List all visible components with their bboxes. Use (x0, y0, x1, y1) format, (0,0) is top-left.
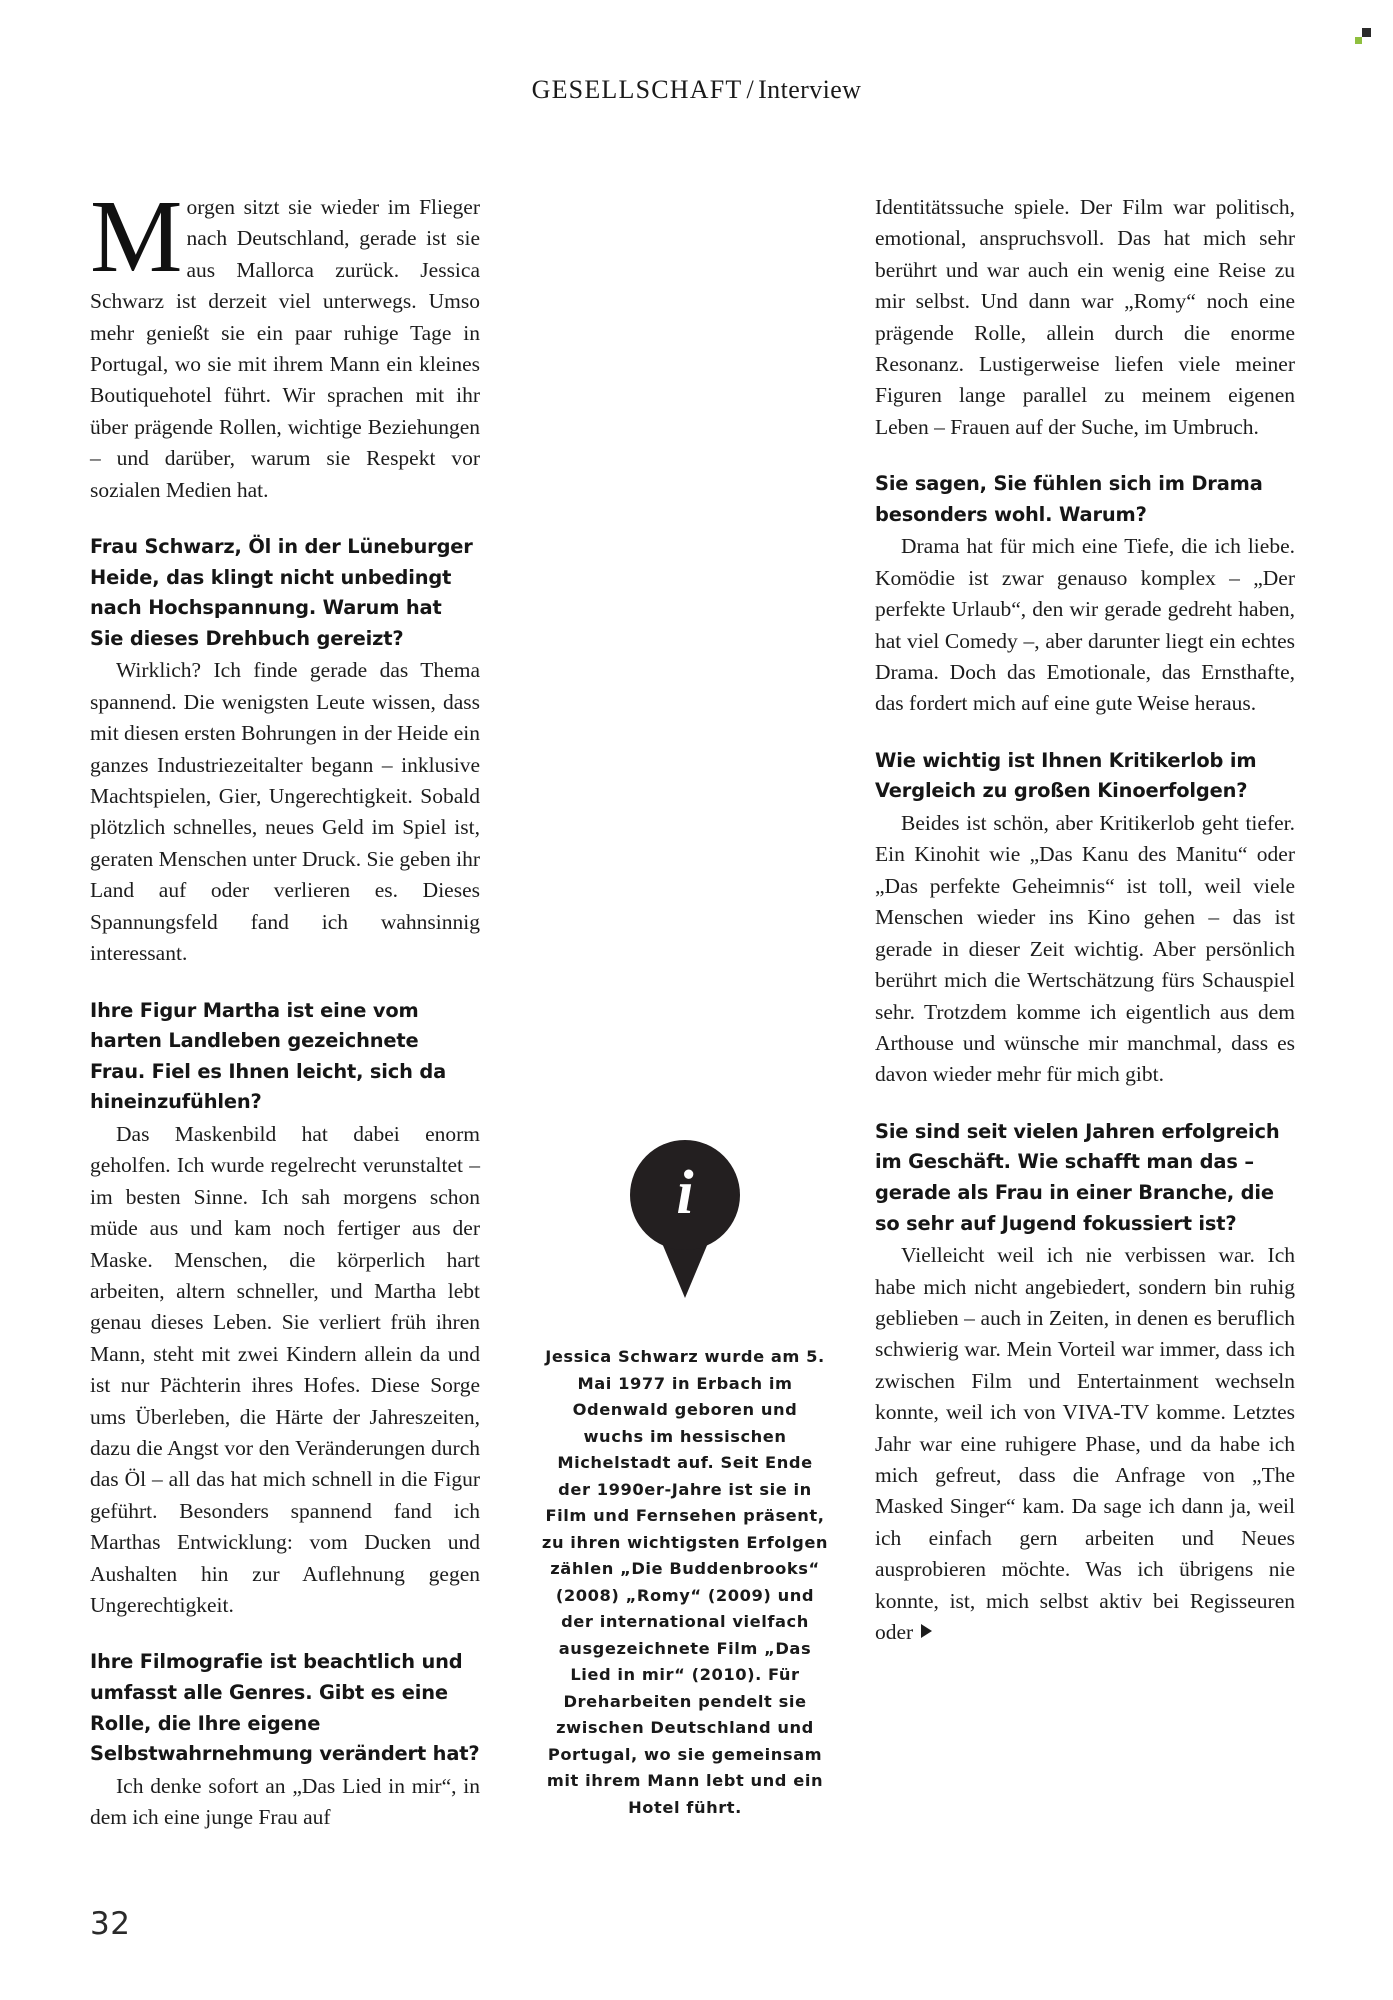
question-2: Ihre Figur Martha ist eine vom harten Landleben gezeichnete Frau. Fiel es Ihnen leicht, sich da hineinzufühlen? (90, 998, 447, 1114)
corner-registration-mark (1355, 28, 1371, 44)
answer-1: Wirklich? Ich finde gerade das Thema spannend. Die wenigsten Leute wissen, dass mit diesen ersten Bohrungen in der Heide ein ganzes Industriezeitalter begann – inklusive Machtspielen, Gier, Ungerechtigkeit. Sobald plötzlich schnelles, neues Geld im Spiel ist, geraten Menschen unter Druck. Sie geben ihr Land auf oder verlieren es. Dieses Spannungsfeld fand ich wahnsinnig interessant. (90, 658, 480, 966)
answer-3: Ich denke sofort an „Das Lied in mir“, in dem ich eine junge Frau auf (90, 1773, 480, 1830)
answer-4: Drama hat für mich eine Tiefe, die ich liebe. Komödie ist zwar genauso komplex – „Der perfekte Urlaub“, den wir gerade gedreht haben, hat viel Comedy –, aber darunter liegt ein echtes Drama. Doch das Emotionale, das Ernsthafte, das fordert mich auf eine gute Weise heraus. (875, 534, 1295, 716)
running-head (0, 75, 1393, 105)
continuation-arrow-icon (921, 1624, 932, 1638)
info-box (540, 1140, 830, 1821)
answer-3-continued: Identitätssuche spiele. Der Film war politisch, emotional, anspruchsvoll. Das hat mich sehr berührt und war auch ein wenig eine Reise zu mir selbst. Und dann war „Romy“ noch eine prägende Rolle, allein durch die enorme Resonanz. Lustigerweise liefen viele meiner Figuren lange parallel zu meinem eigenen Leben – Frauen auf der Suche, im Umbruch. (875, 195, 1295, 439)
left-text-column (90, 179, 480, 1834)
question-6: Sie sind seit vielen Jahren erfolgreich im Geschäft. Wie schafft man das – gerade als Frau in einer Branche, die so sehr auf Jugend fokussiert ist? (875, 1119, 1280, 1235)
info-pin-icon (630, 1140, 740, 1300)
drop-cap: M (90, 179, 183, 294)
question-1: Frau Schwarz, Öl in der Lüneburger Heide, das klingt nicht unbedingt nach Hochspannung. Warum hat Sie dieses Drehbuch gereizt? (90, 535, 473, 650)
right-text-column (875, 192, 1295, 1648)
answer-5: Beides ist schön, aber Kritikerlob geht tiefer. Ein Kinohit wie „Das Kanu des Manitu“ oder „Das perfekte Geheimnis“ ist toll, weil viele Menschen wieder ins Kino gehen – das ist gerade in dieser Zeit wichtig. Aber persönlich berührt mich die Wertschätzung fürs Schauspiel sehr. Trotzdem komme ich eigentlich aus dem Arthouse und wünsche mir manchmal, dass es davon wieder mehr für mich gibt. (875, 811, 1295, 1087)
question-4: Sie sagen, Sie fühlen sich im Drama besonders wohl. Warum? (875, 472, 1263, 526)
question-3: Ihre Filmografie ist beachtlich und umfasst alle Genres. Gibt es eine Rolle, die Ihre eigene Selbstwahrnehmung verändert hat? (90, 1650, 480, 1766)
answer-6 (875, 1240, 1295, 1648)
info-box-caption: Jessica Schwarz wurde am 5. Mai 1977 in Erbach im Odenwald geboren und wuchs im hessischen Michelstadt auf. Seit Ende der 1990er-Jahre ist sie in Film und Fernsehen präsent, zu ihren wichtigsten Erfolgen zählen „Die Buddenbrooks“ (2008) „Romy“ (2009) und der international vielfach ausgezeichnete Film „Das Lied in mir“ (2010). Für Dreharbeiten pendelt sie zwischen Deutschland und Portugal, wo sie gemeinsam mit ihrem Mann lebt und ein Hotel führt. (541, 1347, 829, 1817)
info-pin-wrapper (540, 1140, 830, 1340)
pin-info-letter: i (676, 1158, 694, 1227)
corner-mark-green (1355, 37, 1362, 44)
question-5: Wie wichtig ist Ihnen Kritikerlob im Vergleich zu großen Kinoerfolgen? (875, 748, 1257, 803)
intro-paragraph-text: orgen sitzt sie wieder im Flieger nach Deutschland, gerade ist sie aus Mallorca zurück. Jessica Schwarz ist derzeit viel unterwegs. Umso mehr genießt sie ein paar ruhige Tage in Portugal, wo sie mit ihrem Mann ein kleines Boutiquehotel führt. Wir sprachen mit ihr über prägende Rollen, wichtige Beziehungen – und darüber, warum sie Respekt vor sozialen Medien hat. (90, 195, 480, 502)
running-head-separator: / (746, 75, 755, 104)
intro-paragraph (90, 179, 480, 506)
page-number: 32 (90, 1906, 131, 1942)
corner-mark-black (1362, 28, 1371, 37)
answer-2: Das Maskenbild hat dabei enorm geholfen. Ich wurde regelrecht verunstaltet – im besten Sinne. Ich sah morgens schon müde aus und kam noch fertiger aus der Maske. Menschen, die körperlich hart arbeiten, altern schneller, und Martha lebt genau dieses Leben. Sie verliert früh ihren Mann, steht mit zwei Kindern allein da und ist nur Pächterin ihres Hofes. Diese Sorge ums Überleben, die Härte der Jahreszeiten, dazu die Angst vor den Veränderungen durch das Öl – all das hat mich schnell in die Figur geführt. Besonders spannend fand ich Marthas Entwicklung: vom Ducken und Aushalten hin zur Auflehnung gegen Ungerechtigkeit. (90, 1121, 480, 1617)
answer-6-text: Vielleicht weil ich nie verbissen war. Ich habe mich nicht angebiedert, sondern bin ruhig geblieben – auch in Zeiten, in denen es beruflich schwierig war. Mein Vorteil war immer, dass ich zwischen Film und Entertainment wechseln konnte, weil ich von VIVA-TV komme. Letztes Jahr war eine ruhigere Phase, und da habe ich mich gefreut, dass die Anfrage von „The Masked Singer“ kam. Da sage ich dann ja, weil ich einfach gern arbeiten und Neues ausprobieren möchte. Was ich übrigens nie konnte, ist, mich selbst aktiv bei Regisseuren oder (875, 1243, 1295, 1644)
running-head-section: Interview (758, 75, 862, 104)
running-head-category: GESELLSCHAFT (531, 75, 743, 104)
